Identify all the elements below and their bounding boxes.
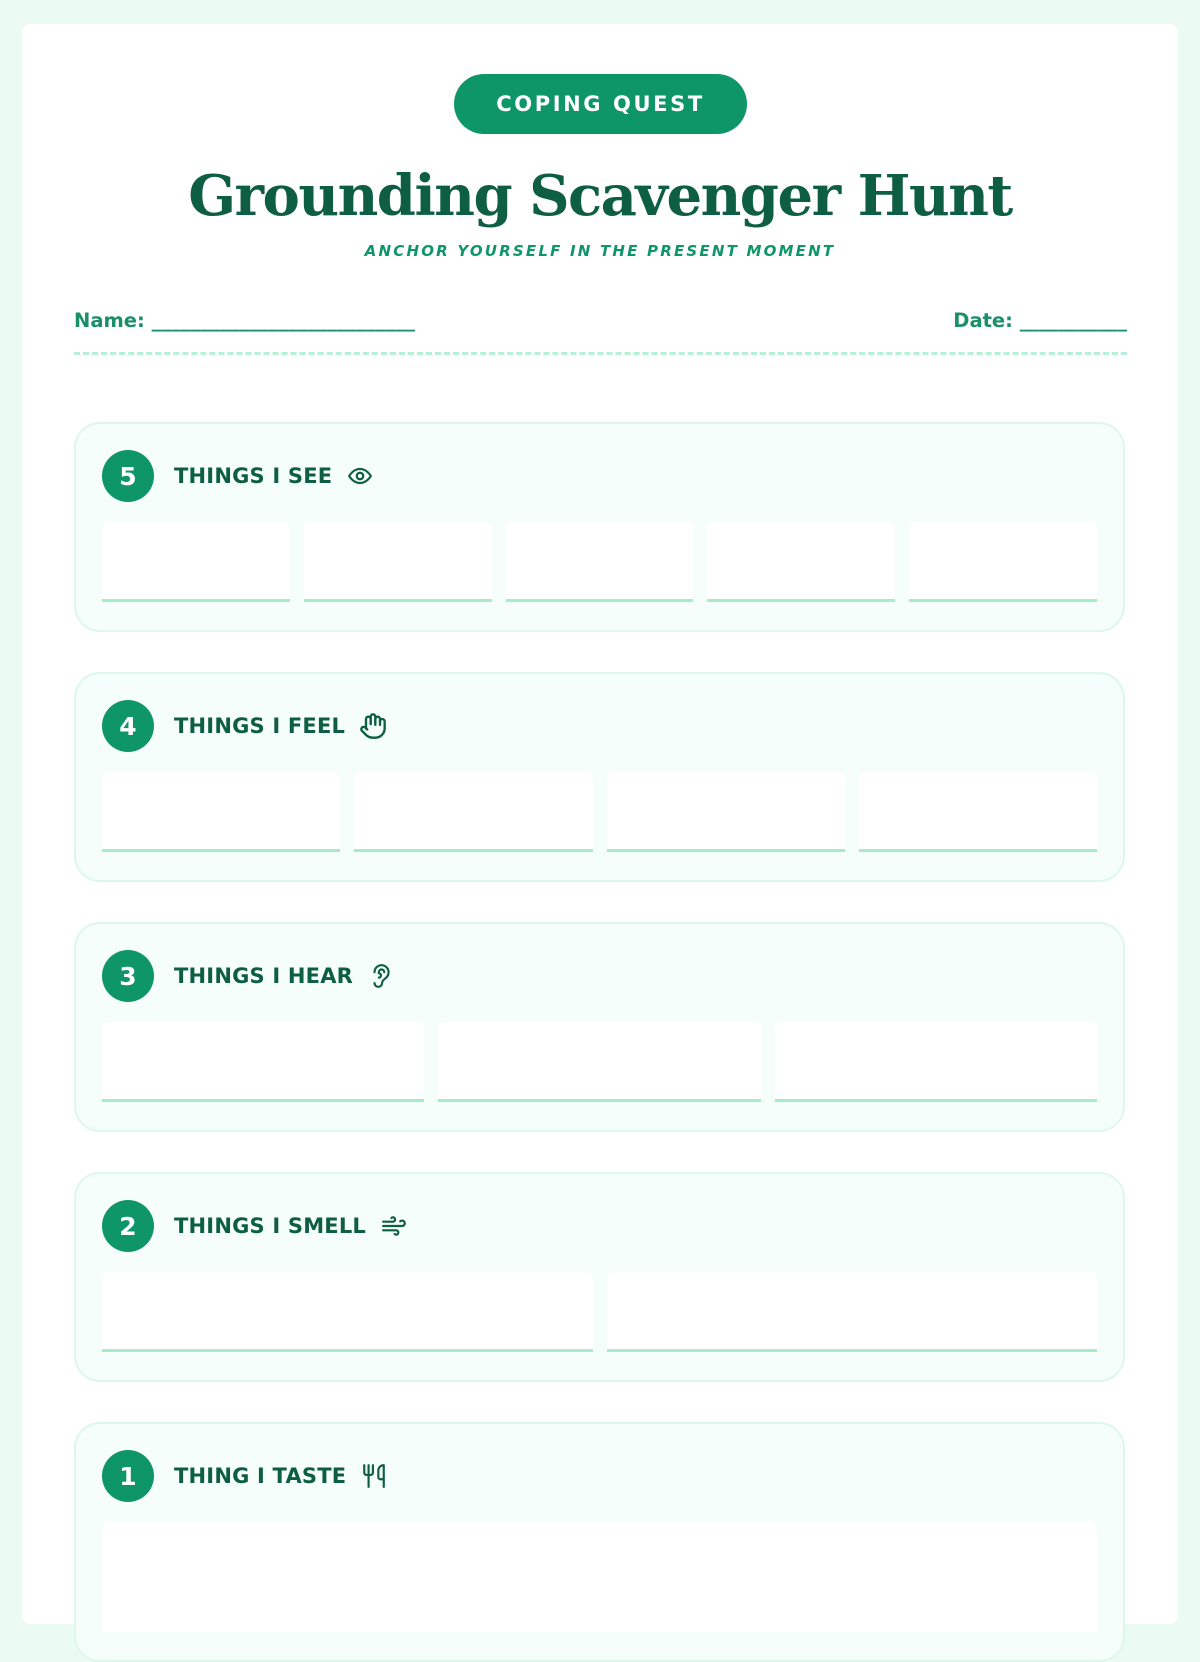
section-number: 3 [102, 950, 154, 1002]
section-number: 1 [102, 1450, 154, 1502]
wind-icon [380, 1212, 408, 1240]
dashed-divider [74, 352, 1127, 355]
answer-slots [102, 1522, 1097, 1632]
date-field[interactable]: Date: ___________ [953, 309, 1127, 332]
answer-slots [102, 772, 1097, 852]
section-taste [74, 1422, 1125, 1662]
section-label: THINGS I FEEL [174, 714, 346, 738]
section-number: 4 [102, 700, 154, 752]
answer-slot[interactable] [102, 1522, 1097, 1632]
answer-slots [102, 522, 1097, 602]
answer-slot[interactable] [775, 1022, 1097, 1102]
eye-icon [346, 462, 374, 490]
section-label: THINGS I SMELL [174, 1214, 367, 1238]
answer-slot[interactable] [707, 522, 895, 602]
utensils-icon [360, 1462, 388, 1490]
section-header [102, 450, 374, 502]
name-field[interactable]: Name: ___________________________ [74, 309, 415, 332]
section-label: THINGS I HEAR [174, 964, 354, 988]
section-number: 5 [102, 450, 154, 502]
ear-icon [367, 962, 395, 990]
answer-slot[interactable] [506, 522, 694, 602]
section-header [102, 950, 395, 1002]
answer-slot[interactable] [354, 772, 592, 852]
answer-slot[interactable] [102, 522, 290, 602]
page-subtitle: ANCHOR YOURSELF IN THE PRESENT MOMENT [364, 242, 836, 260]
answer-slots [102, 1272, 1097, 1352]
section-hear [74, 922, 1125, 1132]
section-number: 2 [102, 1200, 154, 1252]
answer-slot[interactable] [607, 772, 845, 852]
answer-slot[interactable] [102, 1272, 593, 1352]
answer-slot[interactable] [438, 1022, 760, 1102]
section-label: THING I TASTE [174, 1464, 347, 1488]
hand-icon [359, 712, 387, 740]
answer-slot[interactable] [607, 1272, 1098, 1352]
answer-slot[interactable] [859, 772, 1097, 852]
answer-slot[interactable] [909, 522, 1097, 602]
answer-slots [102, 1022, 1097, 1102]
answer-slot[interactable] [102, 1022, 424, 1102]
section-feel [74, 672, 1125, 882]
answer-slot[interactable] [304, 522, 492, 602]
page-title: Grounding Scavenger Hunt [188, 163, 1012, 229]
section-header [102, 1200, 408, 1252]
section-header [102, 700, 387, 752]
section-smell [74, 1172, 1125, 1382]
answer-slot[interactable] [102, 772, 340, 852]
section-label: THINGS I SEE [174, 464, 333, 488]
section-header [102, 1450, 388, 1502]
section-see [74, 422, 1125, 632]
coping-quest-badge: COPING QUEST [454, 74, 747, 134]
